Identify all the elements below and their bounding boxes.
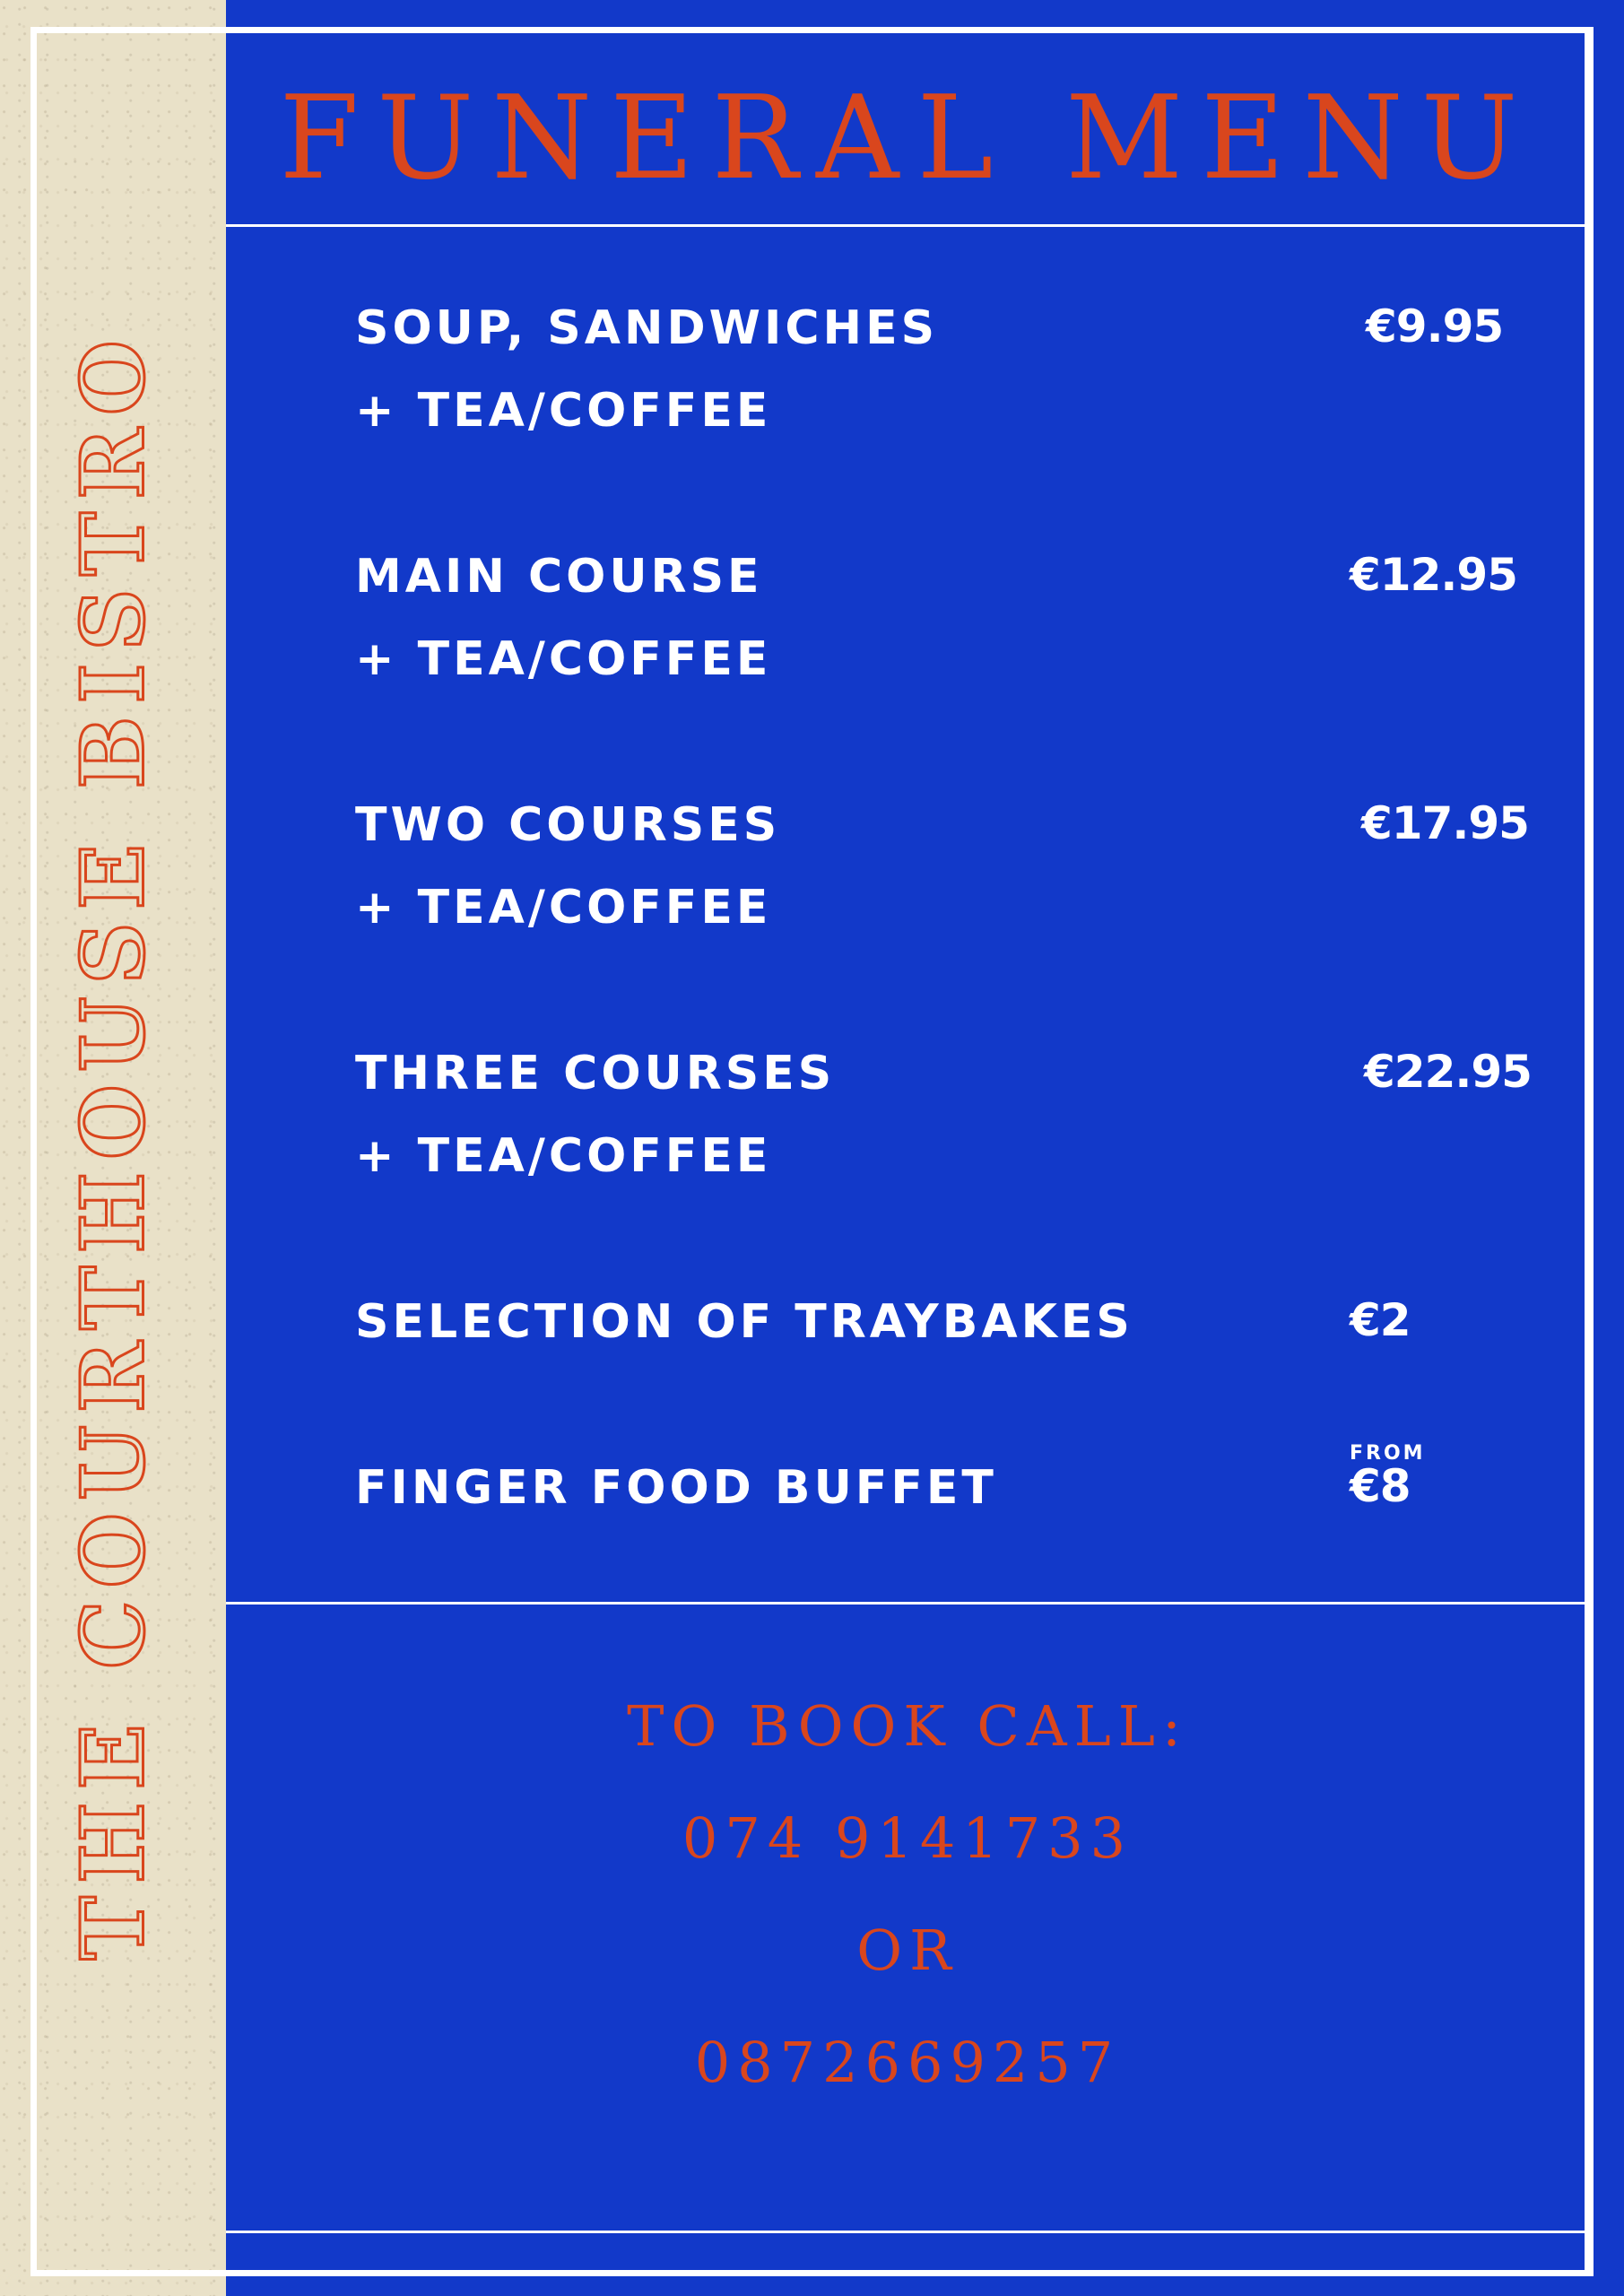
item-price: €17.95 [1361, 797, 1529, 849]
menu-item [355, 287, 1521, 452]
item-sub: + TEA/COFFEE [355, 384, 772, 438]
item-sub: + TEA/COFFEE [355, 881, 772, 935]
item-price: €22.95 [1364, 1046, 1532, 1098]
side-title-container [59, 326, 167, 1961]
menu-item [355, 535, 1521, 700]
item-price: €8 [1350, 1460, 1411, 1512]
right-inner-line [1585, 27, 1588, 2276]
divider-middle [226, 1602, 1589, 1605]
item-name: MAIN COURSE [355, 550, 763, 604]
menu-item [355, 784, 1521, 949]
booking-or: OR [856, 1918, 959, 1983]
item-sub: + TEA/COFFEE [355, 1129, 772, 1183]
menu-item [355, 1447, 1521, 1529]
item-price: €12.95 [1350, 549, 1517, 601]
menu-item [355, 1281, 1521, 1363]
item-name: THREE COURSES [355, 1047, 836, 1100]
menu-item [355, 1032, 1521, 1197]
menu-title: FUNERAL MENU [279, 72, 1536, 205]
item-sub: + TEA/COFFEE [355, 632, 772, 686]
booking-label: TO BOOK CALL: [627, 1693, 1188, 1759]
item-name: SELECTION OF TRAYBAKES [355, 1295, 1133, 1349]
price-prefix: FROM [1350, 1442, 1426, 1465]
item-name: TWO COURSES [355, 798, 781, 852]
restaurant-name: THE COURTHOUSE BISTRO [62, 326, 164, 1961]
item-price: €2 [1350, 1294, 1411, 1346]
item-name: FINGER FOOD BUFFET [355, 1461, 997, 1515]
item-price: €9.95 [1366, 300, 1504, 352]
phone-number-1[interactable]: 074 9141733 [682, 1805, 1133, 1871]
divider-bottom [226, 2231, 1589, 2233]
divider-top [226, 224, 1589, 227]
phone-number-2[interactable]: 0872669257 [694, 2030, 1121, 2095]
item-name: SOUP, SANDWICHES [355, 301, 939, 355]
